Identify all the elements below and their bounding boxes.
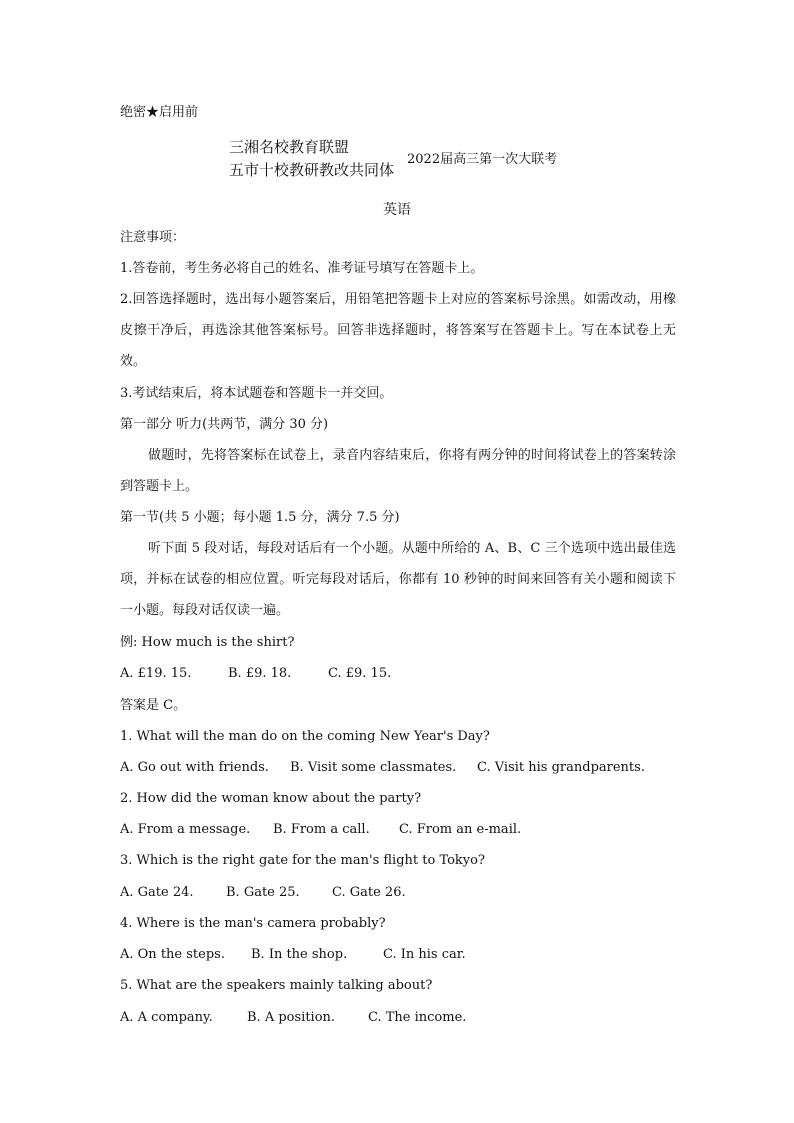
q4-option-b: B. In the shop. — [251, 947, 348, 962]
part1-instruction: 做题时，先将答案标在试卷上，录音内容结束后，你将有两分钟的时间将试卷上的答案转涂到答题卡上。 — [120, 448, 676, 494]
q3-option-c: C. Gate 26. — [332, 885, 406, 900]
question-5: 5. What are the speakers mainly talking about? — [120, 978, 433, 993]
secret-mark: 绝密★启用前 — [120, 105, 199, 120]
q3-option-b: B. Gate 25. — [226, 885, 300, 900]
subject-title: 英语 — [383, 202, 411, 218]
notice-title: 注意事项： — [120, 230, 186, 245]
question-1: 1. What will the man do on the coming New Year's Day? — [120, 729, 490, 744]
q5-option-b: B. A position. — [247, 1010, 336, 1025]
notice-item-3: 3.考试结束后，将本试题卷和答题卡一并交回。 — [120, 386, 393, 401]
section1-instruction: 听下面 5 段对话，每段对话后有一个小题。从题中所给的 A、B、C 三个选项中选出最佳选项，并标在试卷的相应位置。听完每段对话后，你都有 10 秒钟的时间来回答有关小题和阅读下一小题。每段对话仅读一遍。 — [120, 541, 676, 618]
q3-option-a: A. Gate 24. — [120, 885, 194, 900]
part1-title: 第一部分 听力(共两节，满分 30 分) — [120, 417, 329, 432]
notice-item-2: 2.回答选择题时，选出每小题答案后，用铅笔把答题卡上对应的答案标号涂黑。如需改动，用橡皮擦干净后，再选涂其他答案标号。回答非选择题时，将答案写在答题卡上。写在本试卷上无效。 — [120, 292, 676, 369]
notice-item-1: 1.答卷前，考生务必将自己的姓名、准考证号填写在答题卡上。 — [120, 261, 484, 276]
q1-option-a: A. Go out with friends. — [120, 760, 269, 775]
section1-title: 第一节(共 5 小题；每小题 1.5 分，满分 7.5 分) — [120, 510, 400, 525]
question-2: 2. How did the woman know about the party? — [120, 791, 422, 806]
example-option-c: C. £9. 15. — [328, 666, 392, 681]
q5-option-a: A. A company. — [120, 1010, 213, 1025]
q1-option-b: B. Visit some classmates. — [290, 760, 457, 775]
q4-option-c: C. In his car. — [383, 947, 466, 962]
question-4: 4. Where is the man's camera probably? — [120, 916, 386, 931]
example-option-a: A. £19. 15. — [120, 666, 192, 681]
q1-option-c: C. Visit his grandparents. — [477, 760, 645, 775]
q2-option-c: C. From an e-mail. — [399, 822, 522, 837]
union-name-2: 五市十校教研教改共同体 — [229, 161, 395, 179]
exam-name: 2022届高三第一次大联考 — [407, 152, 558, 167]
question-3: 3. Which is the right gate for the man's flight to Tokyo? — [120, 853, 485, 868]
q4-option-a: A. On the steps. — [120, 947, 225, 962]
q5-option-c: C. The income. — [368, 1010, 467, 1025]
q2-option-b: B. From a call. — [273, 822, 370, 837]
q2-option-a: A. From a message. — [120, 822, 251, 837]
union-name-1: 三湘名校教育联盟 — [229, 138, 350, 156]
example-question: 例: How much is the shirt? — [120, 635, 295, 650]
example-option-b: B. £9. 18. — [228, 666, 292, 681]
example-answer: 答案是 C。 — [120, 698, 187, 713]
